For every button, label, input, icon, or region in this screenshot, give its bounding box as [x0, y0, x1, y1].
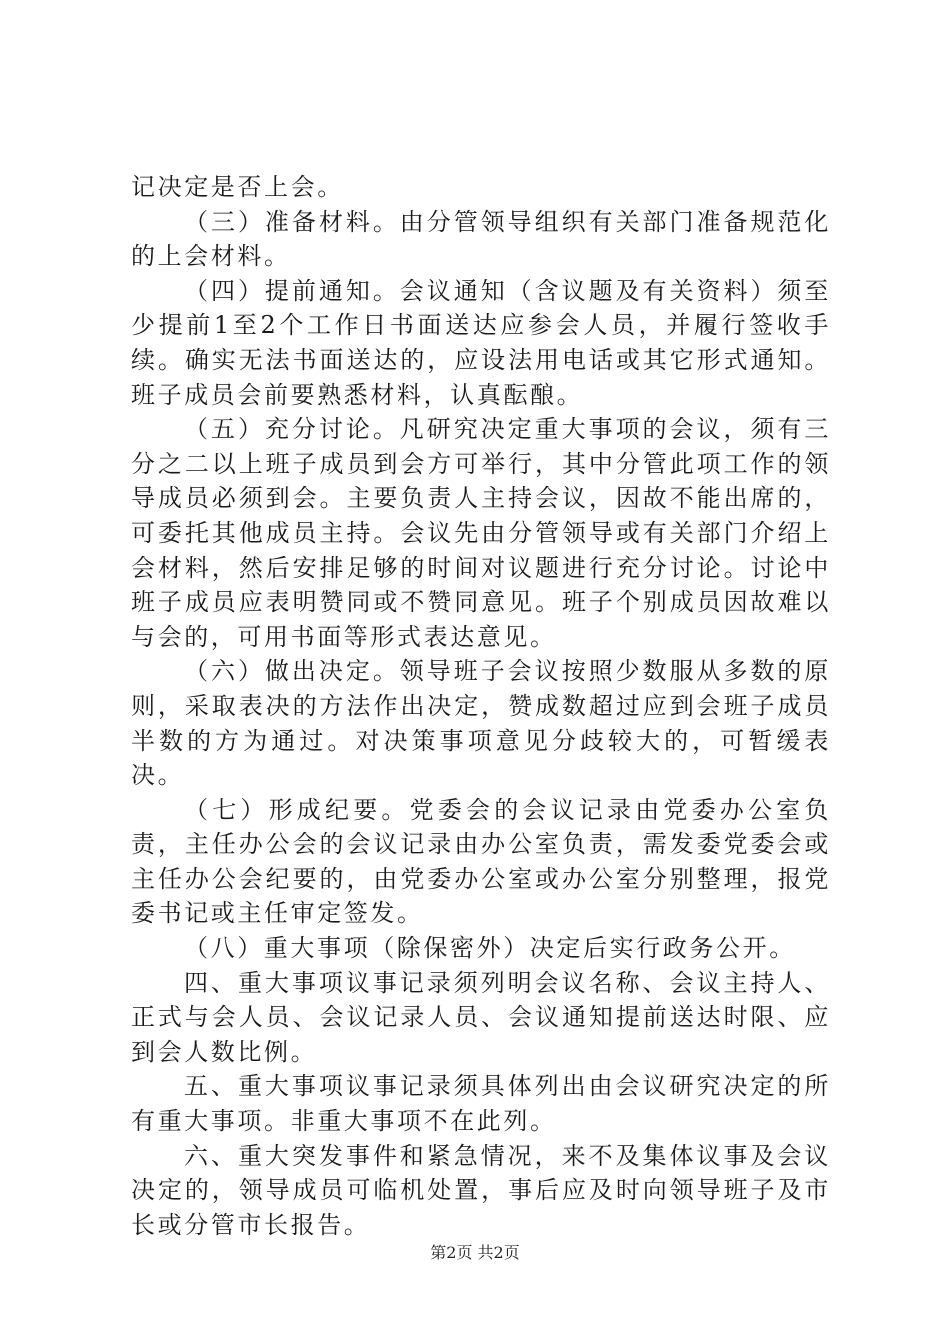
page-number: 第2页 共2页 [430, 1243, 520, 1262]
paragraph-continuation: 记决定是否上会。 [131, 173, 344, 201]
paragraph-make-decision: （六）做出决定。领导班子会议按照少数服从多数的原则，采取表决的方法作出决定，赞成数超过应到会班子成员半数的方为通过。对决策事项意见分歧较大的，可暂缓表决。 [131, 657, 831, 790]
document-body [131, 170, 831, 1242]
paragraph-public-disclosure: （八）重大事项（除保密外）决定后实行政务公开。 [184, 934, 796, 963]
paragraph-prepare-materials: （三）准备材料。由分管领导组织有关部门准备规范化的上会材料。 [131, 207, 831, 271]
paragraph-advance-notice: （四）提前通知。会议通知（含议题及有关资料）须至少提前1至2个工作日书面送达应参会人员，并履行签收手续。确实无法书面送达的，应设法用电话或其它形式通知。班子成员会前要熟悉材料，认真酝酿。 [131, 276, 831, 409]
paragraph-section-five: 五、重大事项议事记录须具体列出由会议研究决定的所有重大事项。非重大事项不在此列。 [131, 1072, 831, 1136]
page-footer [0, 1243, 950, 1263]
paragraph-section-four: 四、重大事项议事记录须列明会议名称、会议主持人、正式与会人员、会议记录人员、会议通知提前送达时限、应到会人数比例。 [131, 968, 831, 1066]
paragraph-section-six: 六、重大突发事件和紧急情况，来不及集体议事及会议决定的，领导成员可临机处置，事后应及时向领导班子及市长或分管市长报告。 [131, 1141, 831, 1239]
paragraph-form-minutes: （七）形成纪要。党委会的会议记录由党委办公室负责，主任办公会的会议记录由办公室负责，需发委党委会或主任办公会纪要的，由党委办公室或办公室分别整理，报党委书记或主任审定签发。 [131, 795, 831, 928]
paragraph-full-discussion: （五）充分讨论。凡研究决定重大事项的会议，须有三分之二以上班子成员到会方可举行，其中分管此项工作的领导成员必须到会。主要负责人主持会议，因故不能出席的，可委托其他成员主持。会议先由分管领导或有关部门介绍上会材料，然后安排足够的时间对议题进行充分讨论。讨论中班子成员应表明赞同或不赞同意见。班子个别成员因故难以与会的，可用书面等形式表达意见。 [131, 415, 831, 651]
